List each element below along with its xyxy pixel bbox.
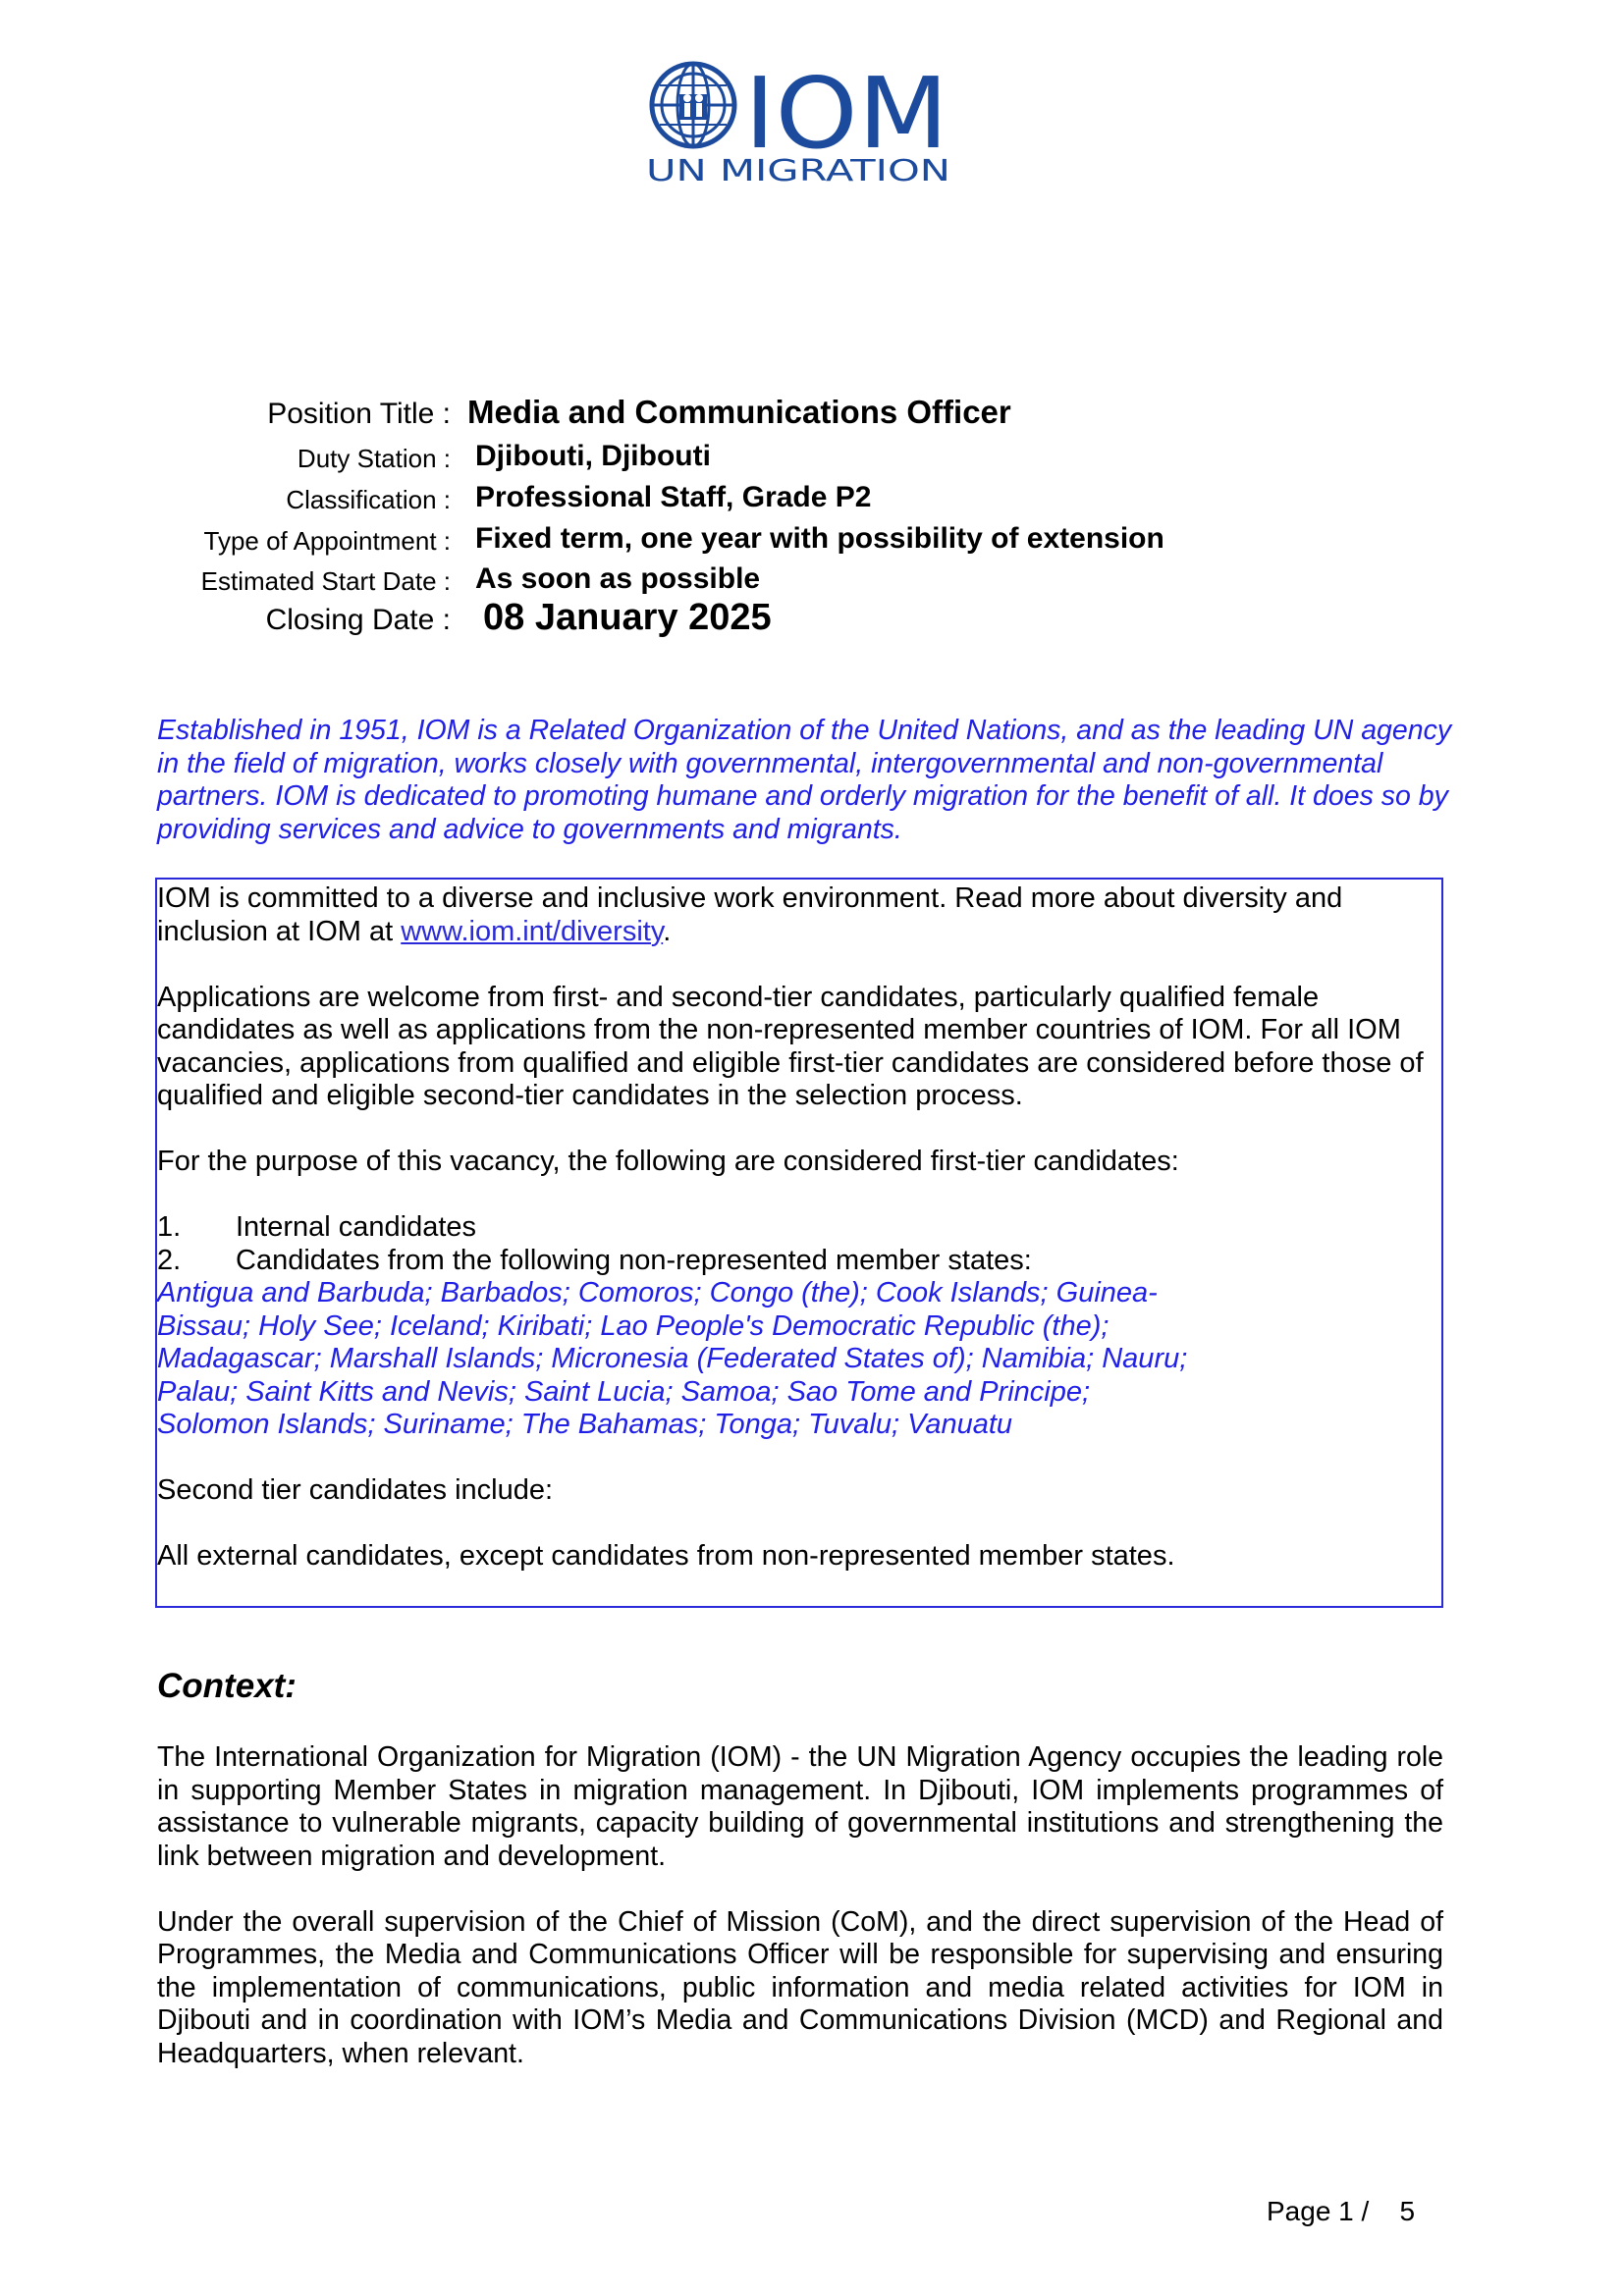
list-item	[157, 1211, 1441, 1245]
closing-date-label: Closing Date :	[265, 604, 451, 636]
first-tier-list	[157, 1211, 1441, 1277]
diversity-notice-box	[155, 878, 1443, 1608]
context-body	[157, 1741, 1443, 2104]
page-total: 5	[1399, 2196, 1416, 2226]
logo-subtext: UN MIGRATION	[646, 154, 950, 185]
appointment-type-label: Type of Appointment :	[203, 526, 451, 556]
list-number: 2.	[157, 1244, 182, 1276]
second-tier-text: All external candidates, except candidates from non-represented member states.	[157, 1540, 1175, 1572]
diversity-text: IOM is committed to a diverse and inclusive work environment. Read more about diversity and inclusion at IOM at	[157, 882, 1343, 947]
duty-station-label: Duty Station :	[297, 444, 451, 473]
applications-paragraph: Applications are welcome from first- and second-tier candidates, particularly qualified female candidates as well as applications from the non-represented member countries of IOM. For all IOM vacancies, applications from qualified and eligible first-tier candidates are considered before those of qualified and eligible second-tier candidates in the selection process.	[157, 981, 1424, 1111]
diversity-end: .	[663, 915, 672, 947]
list-text: Internal candidates	[236, 1211, 477, 1243]
start-date-value: As soon as possible	[475, 562, 761, 595]
duty-station-row	[0, 442, 1623, 485]
start-date-label: Estimated Start Date :	[200, 566, 451, 596]
classification-label: Classification :	[286, 485, 451, 514]
non-represented-countries: Antigua and Barbuda; Barbados; Comoros; Congo (the); Cook Islands; Guinea-Bissau; Holy See; Iceland; Kiribati; Lao People's Democratic Republic (the); Madagascar; Marshall Islands; Micronesia (Federated States of); Namibia; Nauru; Palau; Saint Kitts and Nevis; Saint Lucia; Samoa; Sao Tome and Principe; Solomon Islands; Suriname; The Bahamas; Tonga; Tuvalu; Vanuatu	[157, 1277, 1188, 1440]
classification-row	[0, 483, 1623, 526]
duty-station-value: Djibouti, Djibouti	[475, 440, 711, 472]
closing-date-row	[0, 597, 1623, 645]
countries-block	[157, 1277, 1441, 1442]
organization-intro: Established in 1951, IOM is a Related Organization of the United Nations, and as the leading UN agency in the field of migration, works closely with governmental, intergovernmental and non-governmental partners. IOM is dedicated to promoting humane and orderly migration for the benefit of all. It does so by providing services and advice to governments and migrants.	[157, 715, 1452, 845]
appointment-type-row	[0, 524, 1623, 567]
context-paragraph-1: The International Organization for Migration (IOM) - the UN Migration Agency occupies the leading role in supporting Member States in migration management. In Djibouti, IOM implements programmes of assistance to vulnerable migrants, capacity building of governmental institutions and strengthening the link between migration and development.	[157, 1741, 1443, 1872]
classification-value: Professional Staff, Grade P2	[475, 481, 872, 513]
list-item	[157, 1245, 1441, 1278]
list-number: 1.	[157, 1211, 182, 1243]
iom-logo-graphic	[646, 59, 952, 185]
position-title-value: Media and Communications Officer	[467, 394, 1011, 430]
context-heading: Context:	[157, 1667, 297, 1705]
iom-logo	[646, 59, 952, 185]
position-title-label: Position Title :	[267, 398, 451, 430]
list-text: Candidates from the following non-represented member states:	[236, 1244, 1032, 1276]
diversity-paragraph	[157, 882, 1441, 948]
diversity-link[interactable]: www.iom.int/diversity	[401, 915, 664, 947]
page-label: Page 1 /	[1267, 2196, 1370, 2226]
context-paragraph-2: Under the overall supervision of the Chief of Mission (CoM), and the direct supervision of the Head of Programmes, the Media and Communications Officer will be responsible for supervising and ensuring the implementation of communications, public information and media related activities for IOM in Djibouti and in coordination with IOM’s Media and Communications Division (MCD) and Regional and Headquarters, when relevant.	[157, 1905, 1443, 2069]
second-tier-intro: Second tier candidates include:	[157, 1474, 554, 1506]
un-emblem-icon	[652, 64, 734, 146]
first-tier-intro: For the purpose of this vacancy, the following are considered first-tier candidates:	[157, 1146, 1179, 1177]
closing-date-value: 08 January 2025	[483, 597, 772, 638]
position-title-row	[0, 394, 1623, 441]
logo-text: IOM	[744, 59, 948, 171]
appointment-type-value: Fixed term, one year with possibility of extension	[475, 522, 1164, 555]
page-number	[1267, 2195, 1415, 2228]
